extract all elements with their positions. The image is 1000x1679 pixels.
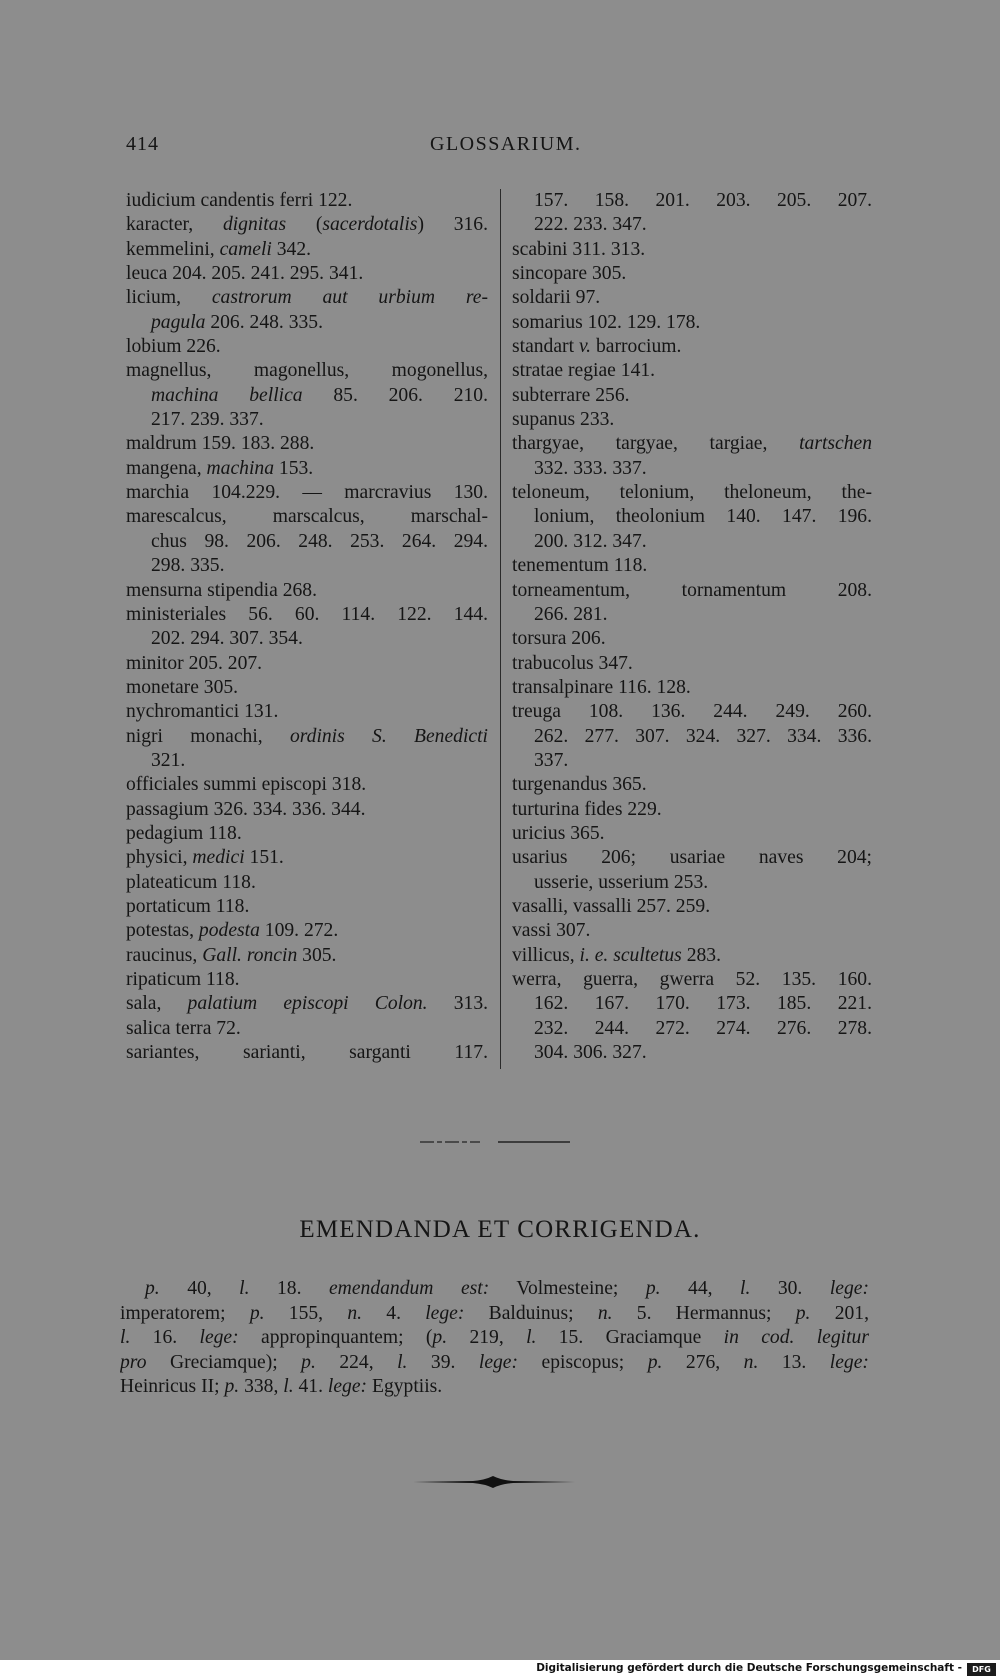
glossary-line: 162. 167. 170. 173. 185. 221.	[534, 993, 872, 1015]
errata-text	[120, 1277, 869, 1400]
glossary-line: officiales summi episcopi 318.	[126, 774, 367, 796]
glossary-line: raucinus, Gall. roncin 305.	[126, 944, 337, 966]
glossary-line: vassi 307.	[512, 920, 591, 942]
glossary-line: turturina fides 229.	[512, 798, 662, 820]
glossary-line: 304. 306. 327.	[534, 1042, 647, 1064]
errata-title: EMENDANDA ET CORRIGENDA.	[299, 1216, 701, 1243]
glossary-line: 200. 312. 347.	[534, 530, 647, 552]
glossary-line: lobium 226.	[126, 336, 221, 358]
glossary-line: thargyae, targyae, targiae, tartschen	[512, 433, 872, 455]
glossary-line: standart v. barrocium.	[512, 336, 682, 358]
glossary-line: werra, guerra, gwerra 52. 135. 160.	[512, 969, 872, 990]
glossary-line: machina bellica 85. 206. 210.	[151, 384, 488, 406]
glossary-line: lonium, theolonium 140. 147. 196.	[534, 506, 872, 528]
glossary-line: supanus 233.	[512, 409, 615, 431]
errata-line: pro Greciamque); p. 224, l. 39. lege: episcopus; p. 276, n. 13. lege:	[120, 1351, 869, 1373]
errata-line: l. 16. lege: appropinquantem; (p. 219, l. 15. Graciamque in cod. legitur	[120, 1327, 869, 1348]
glossary-line: villicus, i. e. scultetus 283.	[512, 944, 721, 966]
glossary-line: somarius 102. 129. 178.	[512, 311, 701, 333]
glossary-line: salica terra 72.	[126, 1017, 241, 1039]
glossary-line: mangena, machina 153.	[126, 457, 314, 479]
glossary-line: usserie, usserium 253.	[534, 871, 709, 893]
glossary-line: 332. 333. 337.	[534, 457, 647, 479]
glossary-line: karacter, dignitas (sacerdotalis) 316.	[126, 214, 488, 236]
glossary-line: 337.	[534, 749, 569, 771]
glossary-line: sincopare 305.	[512, 263, 627, 285]
glossary-line: tenementum 118.	[512, 555, 648, 577]
glossary-line: soldarii 97.	[512, 287, 601, 309]
glossary-line: mensurna stipendia 268.	[126, 579, 318, 601]
glossary-line: minitor 205. 207.	[126, 652, 263, 674]
page-title: GLOSSARIUM.	[430, 133, 582, 155]
glossary-line: passagium 326. 334. 336. 344.	[126, 798, 366, 820]
errata-line: Heinricus II; p. 338, l. 41. lege: Egyptiis.	[120, 1376, 443, 1397]
glossary-line: pagula 206. 248. 335.	[151, 311, 323, 333]
glossary-left-column	[126, 189, 488, 1065]
errata-line: p. 40, l. 18. emendandum est: Volmesteine; p. 44, l. 30. lege:	[145, 1278, 869, 1299]
glossary-right-column	[512, 189, 872, 1065]
glossary-line: chus 98. 206. 248. 253. 264. 294.	[151, 530, 488, 552]
glossary-line: marchia 104.229. — marcravius 130.	[126, 482, 488, 504]
glossary-line: sariantes, sarianti, sarganti 117.	[126, 1042, 488, 1064]
dfg-logo: DFG	[967, 1663, 996, 1676]
glossary-line: licium, castrorum aut urbium re-	[126, 287, 488, 309]
glossary-line: 222. 233. 347.	[534, 214, 647, 236]
end-ornament	[413, 1475, 575, 1489]
glossary-line: 321.	[151, 749, 186, 771]
glossary-line: portaticum 118.	[126, 895, 250, 917]
section-divider-rule	[420, 1141, 570, 1143]
glossary-line: 266. 281.	[534, 603, 608, 625]
glossary-line: transalpinare 116. 128.	[512, 676, 691, 698]
glossary-line: kemmelini, cameli 342.	[126, 238, 312, 260]
glossary-line: 202. 294. 307. 354.	[151, 628, 303, 650]
glossary-line: 217. 239. 337.	[151, 409, 264, 431]
glossary-line: magnellus, magonellus, mogonellus,	[126, 360, 488, 382]
glossary-line: sala, palatium episcopi Colon. 313.	[126, 993, 488, 1015]
glossary-line: 232. 244. 272. 274. 276. 278.	[534, 1017, 872, 1039]
glossary-line: nigri monachi, ordinis S. Benedicti	[126, 725, 488, 747]
glossary-line: nychromantici 131.	[126, 701, 279, 723]
glossary-line: subterrare 256.	[512, 384, 630, 406]
glossary-line: teloneum, telonium, theloneum, the-	[512, 482, 872, 504]
glossary-line: marescalcus, marscalcus, marschal-	[126, 506, 488, 528]
glossary-line: plateaticum 118.	[126, 871, 256, 893]
glossary-line: scabini 311. 313.	[512, 238, 646, 260]
glossary-line: ripaticum 118.	[126, 969, 240, 990]
glossary-line: stratae regiae 141.	[512, 360, 656, 382]
glossary-line: uricius 365.	[512, 822, 605, 844]
glossary-line: maldrum 159. 183. 288.	[126, 433, 315, 455]
errata-line: imperatorem; p. 155, n. 4. lege: Balduinus; n. 5. Hermannus; p. 201,	[120, 1302, 869, 1324]
glossary-line: potestas, podesta 109. 272.	[126, 920, 339, 942]
glossary-line: pedagium 118.	[126, 822, 242, 844]
glossary-line: usarius 206; usariae naves 204;	[512, 847, 872, 869]
glossary-line: torneamentum, tornamentum 208.	[512, 579, 872, 601]
glossary-line: 298. 335.	[151, 555, 225, 577]
glossary-line: ministeriales 56. 60. 114. 122. 144.	[126, 603, 488, 625]
column-divider	[500, 189, 501, 1069]
glossary-line: torsura 206.	[512, 628, 606, 650]
glossary-line: physici, medici 151.	[126, 847, 284, 869]
glossary-line: iudicium candentis ferri 122.	[126, 190, 353, 211]
glossary-line: leuca 204. 205. 241. 295. 341.	[126, 263, 364, 285]
glossary-line: treuga 108. 136. 244. 249. 260.	[512, 701, 872, 723]
page-number: 414	[126, 133, 159, 155]
glossary-line: turgenandus 365.	[512, 774, 647, 796]
glossary-line: trabucolus 347.	[512, 652, 633, 674]
glossary-line: monetare 305.	[126, 676, 239, 698]
glossary-line: vasalli, vassalli 257. 259.	[512, 895, 711, 917]
running-head	[0, 133, 1000, 163]
glossary-line: 262. 277. 307. 324. 327. 334. 336.	[534, 725, 872, 747]
digitization-footer	[0, 1660, 1000, 1679]
footer-credit: Digitalisierung gefördert durch die Deutsche Forschungsgemeinschaft -	[536, 1662, 962, 1674]
glossary-line: 157. 158. 201. 203. 205. 207.	[534, 190, 872, 211]
